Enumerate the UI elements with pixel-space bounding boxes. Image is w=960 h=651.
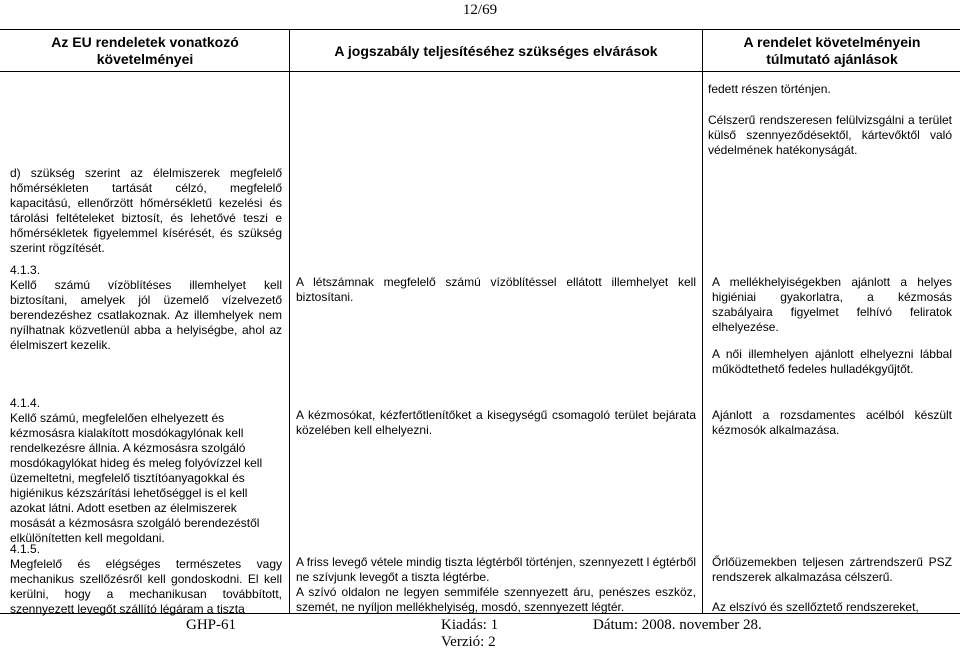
col3-rozsdamentes: Ajánlott a rozsdamentes acélból készült kézmosók alkalmazása. [712, 408, 952, 437]
section-number: 4.1.3. [10, 263, 41, 277]
page-number: 12/69 [462, 2, 498, 18]
col3-text-fedett: fedett részen történjen. [708, 82, 831, 96]
footer-date: Dátum: 2008. november 28. [593, 617, 762, 633]
table-top-border [0, 29, 960, 30]
col3-elszivo: Az elszívó és szellőztető rendszereket, [712, 600, 919, 614]
footer-issue: Kiadás: 1 [441, 617, 499, 633]
col3-orlouzem: Őrlőüzemekben teljesen zártrendszerű PSZ rendszerek alkalmazása célszerű. [712, 555, 952, 584]
col3-mellekhelyiseg: A mellékhelyiségekben ajánlott a helyes higiéniai gyakorlatra, a kézmosás szabályaira figyelmet felhívó feliratok elhelyezése. [712, 275, 952, 334]
section-number: 4.1.5. [10, 542, 41, 556]
footer-version: Verzió: 2 [441, 634, 496, 650]
col2-kezmosok: A kézmosókat, kézfertőtlenítőket a kisegységű csomagoló terület bejárata közelében kell elhelyezni. [296, 408, 696, 437]
section-number: 4.1.4. [10, 396, 41, 410]
col2-illemhely: A létszámnak megfelelő számú vízöblítéssel ellátott illemhelyet kell biztosítani. [296, 275, 696, 304]
header-col2: A jogszabály teljesítéséhez szükséges elvárások [334, 43, 658, 59]
col3-noi-illemhely: A női illemhelyen ajánlott elhelyezni lábbal működtethető fedeles hulladékgyűjtőt. [712, 347, 952, 376]
column-divider-2 [702, 29, 703, 613]
header-col1: Az EU rendeletek vonatkozó követelményei [51, 34, 239, 67]
section-text: Megfelelő és elégséges természetes vagy mechanikus szellőzésről kell gondoskodni. El kell kerülni, hogy a mechanikusan továbbított, szennyezett levegőt szállító légáram a tiszta [10, 557, 282, 616]
col1-section-4-1-4 [10, 396, 282, 546]
section-text: Kellő számú vízöblítéses illemhelyet kell biztosítani, amelyek jól üzemelő vízelvezető berendezéshez csatlakoznak. Az illemhelyek nem nyílhatnak közvetlenül abba a helyiségbe, ahol az élelmiszert kezelik. [10, 278, 282, 352]
col1-item-d: d) szükség szerint az élelmiszerek megfelelő hőmérsékleten tartását célzó, megfelelő kapacitású, ellenőrzött hőmérsékletű kezelési és tárolási feltételeket biztosít, és lehetővé teszi e hőmérsékletek figyelemmel kísérését, és szükség szerint rögzítését. [10, 166, 282, 255]
col3-text-felulvizsgalat: Célszerű rendszeresen felülvizsgálni a terület külső szennyeződésektől, kártevőktől való védelmének hatékonyságát. [708, 113, 952, 157]
col2-friss-levego: A friss levegő vétele mindig tiszta légtérből történjen, szennyezett l égtérből ne szívjunk levegőt a tiszta légtérbe. [296, 555, 696, 584]
header-col3: A rendelet követelményein túlmutató ajánlások [743, 34, 921, 67]
col2-szivo-oldal: A szívó oldalon ne legyen semmiféle szennyezett áru, penészes eszköz, szemét, ne nyíljon mellékhelyiség, mosdó, szennyezett légtér. [296, 585, 696, 614]
col1-section-4-1-5 [10, 542, 282, 617]
section-text: Kellő számú, megfelelően elhelyezett és kézmosásra kialakított mosdókagylónak kell rendelkezésre állnia. A kézmosásra szolgáló mosdókagylókat hideg és meleg folyóvízzel kell üzemeltetni, megfelelő tisztítóanyagokkal és higiénikus kézszárítási lehetőséggel is el kell azokat látni. Adott esetben az élelmiszerek mosását a kézmosásra szolgáló berendezéstől elkülönítetten kell megoldani. [10, 411, 263, 545]
col1-section-4-1-3 [10, 263, 282, 353]
footer-code: GHP-61 [186, 617, 237, 633]
header-bottom-border [0, 71, 960, 72]
column-divider-1 [289, 29, 290, 613]
